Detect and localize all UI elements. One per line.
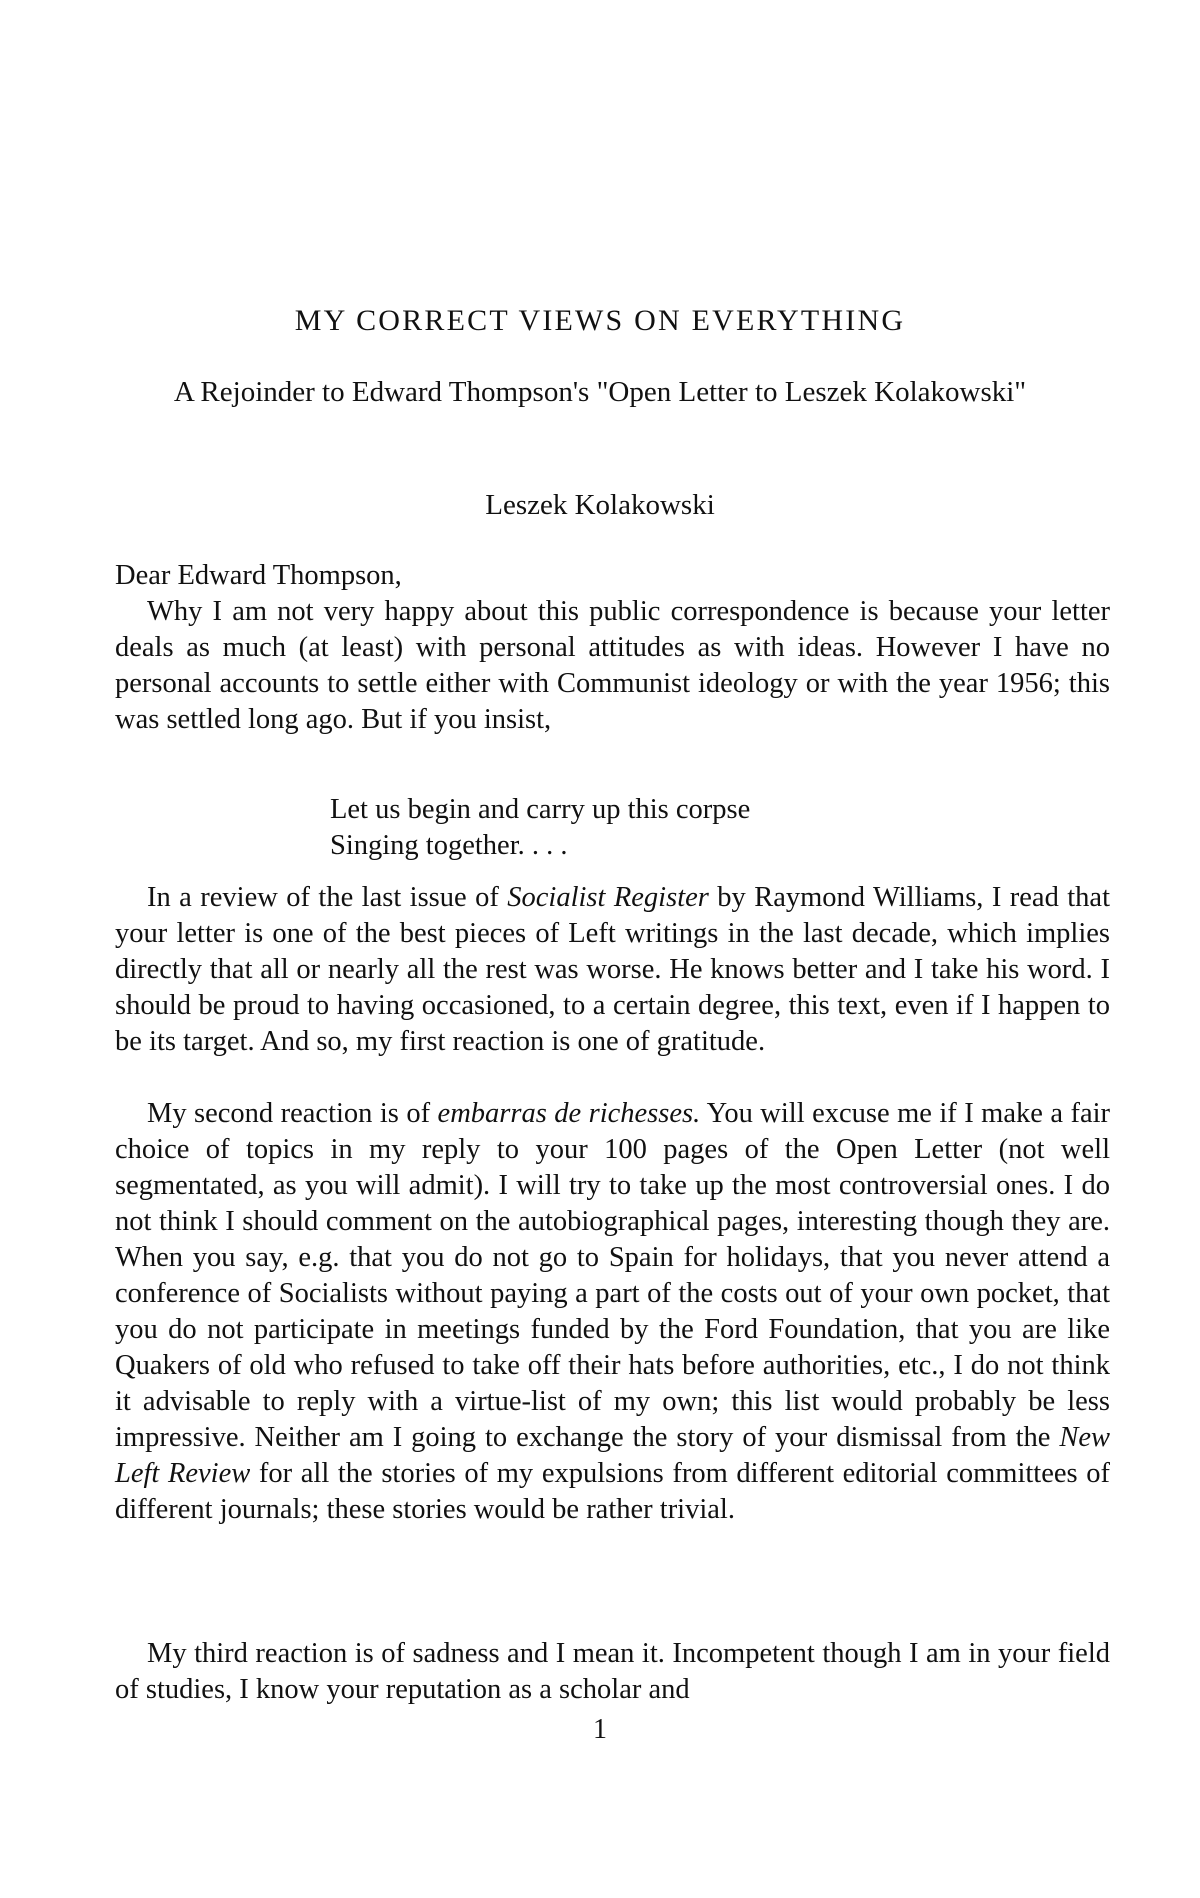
paragraph-1: Why I am not very happy about this public correspondence is because your letter deals as much (at least) with personal attitudes as with ideas. However I have no personal accounts to settle either with Communist ideology or with the year 1956; this was settled long ago. But if you insist,	[115, 596, 1110, 735]
phrase-embarras-de-richesses: embarras de richesses.	[437, 1098, 701, 1129]
paragraph-3-text-b: You will excuse me if I make a fair choice of topics in my reply to your 100 pages of the Open Letter (not well segmentated, as you will admit). I will try to take up the most controversial ones. I do not think I should comment on the autobiographical pages, interesting though they are. When you say, e.g. that you do not go to Spain for holidays, that you never attend a conference of Socialists without paying a part of the costs out of your own pocket, that you do not participate in meetings funded by the Ford Foundation, that you are like Quakers of old who refused to take off their hats before authorities, etc., I do not think it advisable to reply with a virtue-list of my own; this list would probably be less impressive. Neither am I going to exchange the story of your dismissal from the	[115, 1098, 1110, 1453]
document-title: MY CORRECT VIEWS ON EVERYTHING	[294, 304, 906, 337]
paragraph-2-text-a: In a review of the last issue of	[147, 882, 508, 913]
author-name: Leszek Kolakowski	[485, 489, 715, 521]
paragraph-3	[115, 1096, 1110, 1528]
verse-line-1: Let us begin and carry up this corpse	[330, 794, 751, 825]
paragraph-2-text-b: by Raymond Williams, I read that your letter is one of the best pieces of Left writings in the last decade, which implies directly that all or nearly all the rest was worse. He knows better and I take his word. I should be proud to having occasioned, to a certain degree, this text, even if I happen to be its target. And so, my first reaction is one of gratitude.	[115, 882, 1111, 1057]
paragraph-4: My third reaction is of sadness and I mean it. Incompetent though I am in your field of studies, I know your reputation as a scholar and	[115, 1638, 1110, 1705]
verse-line-2: Singing together. . . .	[330, 830, 568, 861]
salutation: Dear Edward Thompson,	[115, 560, 402, 591]
journal-title-new-left-review: New Left Review	[115, 1422, 1110, 1489]
page-number: 1	[593, 1714, 607, 1745]
paragraph-3-text-c: for all the stories of my expulsions from different editorial committees of different journals; these stories would be rather trivial.	[115, 1458, 1110, 1525]
journal-title-socialist-register: Socialist Register	[507, 882, 709, 913]
document-subtitle: A Rejoinder to Edward Thompson's "Open Letter to Leszek Kolakowski"	[173, 376, 1027, 408]
verse-quote	[330, 792, 1030, 864]
paragraph-3-text-a: My second reaction is of	[147, 1098, 438, 1129]
paragraph-2	[115, 880, 1110, 1060]
